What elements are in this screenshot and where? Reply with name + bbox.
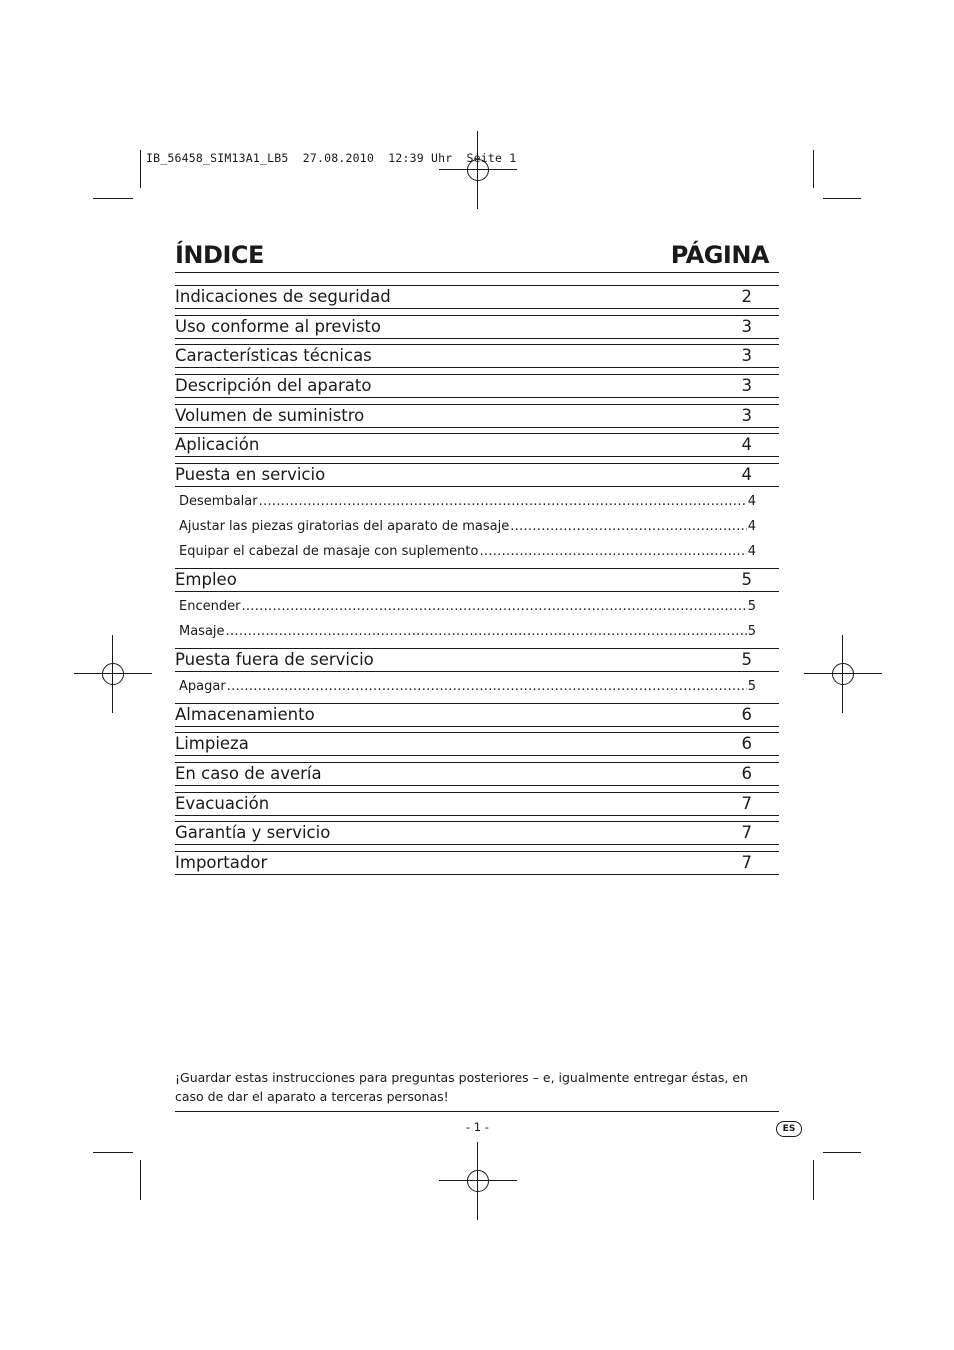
toc-entry-title: Empleo — [175, 570, 237, 589]
toc-entry-page: 4 — [741, 435, 752, 454]
page-number: - 1 - — [466, 1120, 489, 1134]
toc-entry[interactable] — [175, 851, 779, 875]
toc-entry[interactable] — [175, 568, 779, 592]
leader-dots — [479, 544, 746, 559]
toc-entry[interactable] — [175, 648, 779, 672]
toc-entry-title: Puesta fuera de servicio — [175, 650, 374, 669]
print-slug: IB_56458_SIM13A1_LB5 27.08.2010 12:39 Uhr Seite 1 — [146, 151, 517, 165]
toc-entry-page: 3 — [741, 317, 752, 336]
toc-subentry-page: 4 — [747, 544, 756, 559]
footer-note: ¡Guardar estas instrucciones para preguntas posteriores – e, igualmente entregar éstas, en caso de dar el aparato a terceras personas! — [175, 1070, 748, 1104]
toc-subentry[interactable] — [179, 596, 756, 614]
leader-dots — [226, 624, 747, 639]
crop-mark — [813, 150, 814, 188]
crop-mark — [93, 198, 133, 199]
leader-dots — [227, 679, 747, 694]
toc-entry[interactable] — [175, 821, 779, 845]
crop-mark — [140, 1160, 141, 1200]
toc-subentry-title: Equipar el cabezal de masaje con suplemento — [179, 544, 479, 559]
crop-mark — [140, 150, 141, 188]
toc-subentry-page: 4 — [747, 494, 756, 509]
toc-subentry-title: Masaje — [179, 624, 225, 639]
toc-entry-title: Características técnicas — [175, 346, 372, 365]
toc-entry-title: Volumen de suministro — [175, 406, 365, 425]
toc-entry[interactable] — [175, 374, 779, 398]
crop-mark — [813, 1160, 814, 1200]
toc-subentry-page: 4 — [747, 519, 756, 534]
toc-entry-page: 6 — [741, 734, 752, 753]
toc-entry[interactable] — [175, 703, 779, 727]
toc-entry-page: 7 — [741, 794, 752, 813]
crop-mark — [93, 1152, 133, 1153]
toc-entry-title: Descripción del aparato — [175, 376, 372, 395]
toc-entry[interactable] — [175, 792, 779, 816]
toc-subentry-title: Desembalar — [179, 494, 258, 509]
toc-subentry-page: 5 — [747, 599, 756, 614]
toc-entry-title: Importador — [175, 853, 268, 872]
toc-subentry[interactable] — [179, 621, 756, 639]
toc-entry-page: 5 — [741, 570, 752, 589]
registration-mark-icon — [90, 651, 136, 697]
toc-entry[interactable] — [175, 433, 779, 457]
toc-entry[interactable] — [175, 404, 779, 428]
footer-rule — [175, 1111, 779, 1112]
toc-entry-title: Aplicación — [175, 435, 260, 454]
toc-entry[interactable] — [175, 732, 779, 756]
language-badge: ES — [776, 1121, 802, 1137]
toc-subentry[interactable] — [179, 516, 756, 534]
toc-page-heading: PÁGINA — [670, 241, 769, 269]
toc-entry-page: 3 — [741, 346, 752, 365]
toc-entry-page: 3 — [741, 406, 752, 425]
toc-entry[interactable] — [175, 344, 779, 368]
toc-subentry-title: Apagar — [179, 679, 226, 694]
toc-subentry-title: Encender — [179, 599, 241, 614]
toc-entry-title: Limpieza — [175, 734, 249, 753]
toc-entry[interactable] — [175, 315, 779, 339]
toc-entry-page: 6 — [741, 764, 752, 783]
toc-subentry-page: 5 — [747, 624, 756, 639]
toc-entry-page: 5 — [741, 650, 752, 669]
toc-entry-title: Indicaciones de seguridad — [175, 287, 391, 306]
toc-subentry[interactable] — [179, 676, 756, 694]
toc-header — [175, 241, 779, 273]
crop-mark — [823, 1152, 861, 1153]
toc-entry-title: Garantía y servicio — [175, 823, 331, 842]
leader-dots — [259, 494, 747, 509]
toc-entry-title: Almacenamiento — [175, 705, 315, 724]
toc-entry-page: 2 — [741, 287, 752, 306]
leader-dots — [510, 519, 747, 534]
toc-entry-page: 7 — [741, 853, 752, 872]
crop-mark — [823, 198, 861, 199]
leader-dots — [241, 599, 746, 614]
toc-subentry[interactable] — [179, 491, 756, 509]
toc-entry-title: Uso conforme al previsto — [175, 317, 382, 336]
toc-entry[interactable] — [175, 285, 779, 309]
toc-subentry-page: 5 — [747, 679, 756, 694]
toc-entry-title: Puesta en servicio — [175, 465, 326, 484]
toc-entry[interactable] — [175, 463, 779, 487]
toc-entry-page: 4 — [741, 465, 752, 484]
toc-entry[interactable] — [175, 762, 779, 786]
toc-entry-title: En caso de avería — [175, 764, 322, 783]
registration-mark-icon — [820, 651, 866, 697]
registration-mark-icon — [455, 1158, 501, 1204]
toc-subentry[interactable] — [179, 541, 756, 559]
toc-title: ÍNDICE — [175, 241, 264, 269]
toc-subentry-title: Ajustar las piezas giratorias del aparato de masaje — [179, 519, 510, 534]
toc-entry-page: 3 — [741, 376, 752, 395]
toc-entry-title: Evacuación — [175, 794, 270, 813]
toc-entry-page: 7 — [741, 823, 752, 842]
toc-entry-page: 6 — [741, 705, 752, 724]
